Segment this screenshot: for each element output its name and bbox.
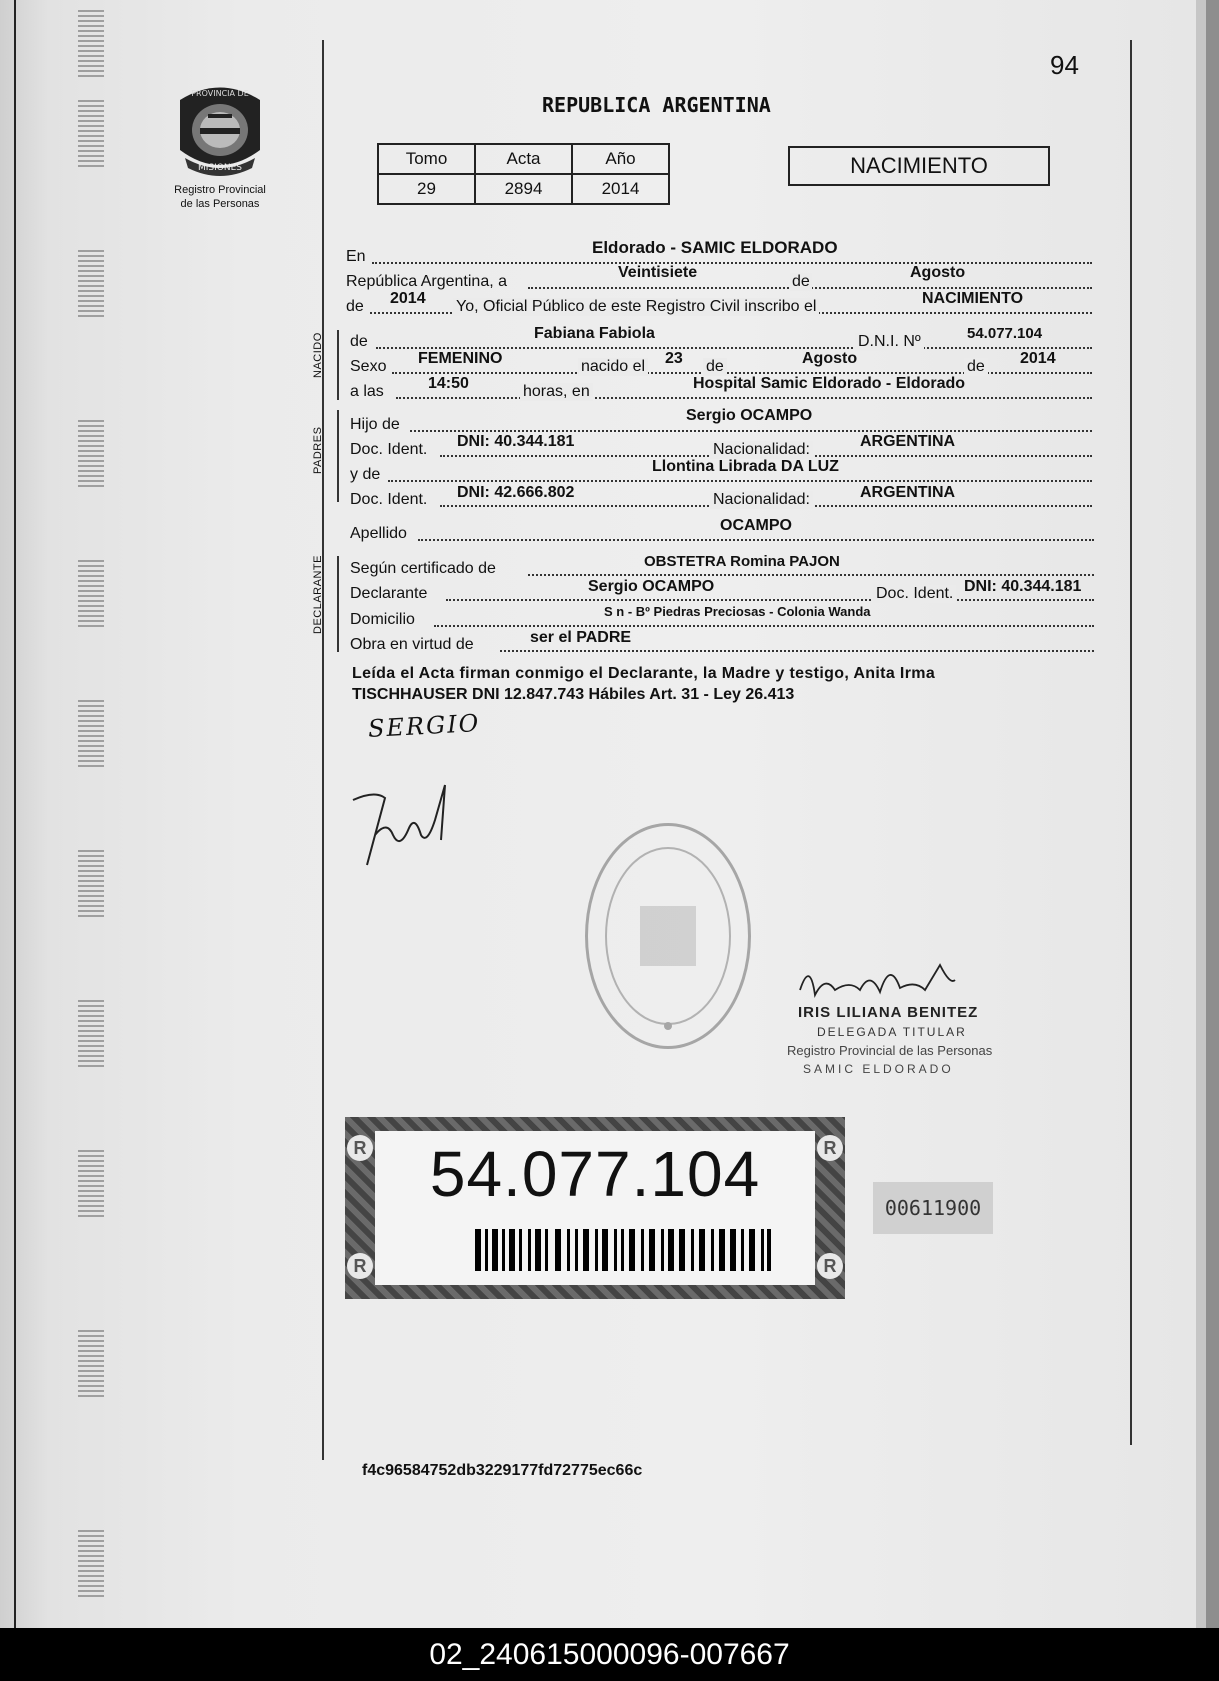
label-nacido-el: nacido el (578, 358, 648, 376)
label-yo: Yo, Oficial Público de este Registro Civil inscribo el (453, 298, 819, 316)
page-number: 94 (1050, 50, 1079, 80)
declarant-doc-value: DNI: 40.344.181 (964, 578, 1082, 595)
registry-line-2: de las Personas (180, 198, 260, 210)
label-y-de: y de (350, 466, 381, 483)
padres-bracket (337, 410, 339, 502)
label-a-las: a las (350, 383, 384, 400)
mother-doc-value: DNI: 42.666.802 (457, 484, 575, 501)
dni-value: 54.077.104 (967, 325, 1043, 342)
registered-mark-icon: R (347, 1135, 373, 1161)
declarant-value: Sergio OCAMPO (588, 578, 715, 595)
birth-year-value: 2014 (1020, 350, 1056, 367)
label-en: En (346, 248, 366, 265)
official-location: SAMIC ELDORADO (803, 1062, 954, 1076)
certificate-value: OBSTETRA Romina PAJON (644, 553, 840, 570)
label-horas-en: horas, en (520, 383, 593, 401)
closing-line-1: Leída el Acta firman conmigo el Declarante, la Madre y testigo, Anita Irma (352, 665, 936, 682)
year-value: 2014 (390, 290, 426, 307)
right-margin-line (1130, 40, 1132, 1445)
coat-of-arms-logo (170, 80, 270, 182)
registry-line-1: Registro Provincial (174, 184, 266, 196)
label-declarante: Declarante (350, 585, 428, 602)
place-value: Eldorado - SAMIC ELDORADO (592, 238, 838, 257)
record-table (377, 143, 670, 205)
declarante-bracket (337, 556, 339, 652)
time-value: 14:50 (428, 375, 469, 392)
value-ano: 2014 (572, 174, 669, 204)
sex-value: FEMENINO (418, 350, 503, 367)
value-acta: 2894 (475, 174, 572, 204)
label-doc-father: Doc. Ident. (350, 441, 428, 458)
dotted-line (388, 480, 1092, 482)
label-nat-mother: Nacionalidad: (710, 491, 813, 509)
label-nat-father: Nacionalidad: (710, 441, 813, 459)
father-value: Sergio OCAMPO (686, 407, 813, 424)
dotted-line (528, 574, 1094, 576)
label-apellido: Apellido (350, 525, 407, 542)
footer-id: 02_240615000096-007667 (0, 1628, 1219, 1681)
dotted-line (446, 599, 1094, 601)
label-domicilio: Domicilio (350, 611, 415, 628)
left-margin-line (322, 40, 324, 1460)
nacido-bracket (337, 330, 339, 400)
value-tomo: 29 (378, 174, 475, 204)
label-de-1: de (792, 273, 810, 290)
dotted-line (376, 347, 1092, 349)
month-value: Agosto (910, 264, 966, 281)
document-hash: f4c96584752db3229177fd72775ec66c (362, 1462, 643, 1479)
label-sexo: Sexo (350, 358, 387, 375)
header-acta: Acta (475, 144, 572, 174)
mother-value: Llontina Librada DA LUZ (652, 458, 839, 475)
father-nat-value: ARGENTINA (860, 433, 956, 450)
handwritten-name: SERGIO (367, 709, 482, 743)
dotted-line (372, 262, 1092, 264)
header-tomo: Tomo (378, 144, 475, 174)
by-virtue-value: ser el PADRE (530, 629, 632, 646)
label-de-birth-1: de (703, 358, 727, 376)
mother-nat-value: ARGENTINA (860, 484, 956, 501)
label-de-birth-2: de (964, 358, 988, 376)
inscribe-value: NACIMIENTO (922, 290, 1024, 307)
svg-text:PROVINCIA DE: PROVINCIA DE (191, 89, 249, 98)
registered-mark-icon: R (347, 1253, 373, 1279)
label-doc-mother: Doc. Ident. (350, 491, 428, 508)
dotted-line (500, 650, 1094, 652)
label-segun: Según certificado de (350, 560, 496, 577)
label-dni: D.N.I. Nº (855, 333, 924, 351)
address-value: S n - Bº Piedras Preciosas - Colonia Wanda (604, 604, 871, 619)
birth-month-value: Agosto (802, 350, 858, 367)
side-label-nacido: NACIDO (312, 332, 324, 378)
declarant-signature (345, 780, 475, 870)
header-ano: Año (572, 144, 669, 174)
child-name-value: Fabiana Fabiola (534, 325, 655, 342)
official-title: DELEGADA TITULAR (817, 1025, 967, 1039)
birthplace-value: Hospital Samic Eldorado - Eldorado (693, 375, 966, 392)
serial-number: 00611900 (873, 1182, 993, 1234)
father-doc-value: DNI: 40.344.181 (457, 433, 575, 450)
birth-day-value: 23 (665, 350, 683, 367)
barcode-sticker (345, 1117, 845, 1299)
record-type-box: NACIMIENTO (788, 146, 1050, 186)
label-hijo-de: Hijo de (350, 416, 400, 433)
svg-text:MISIONES: MISIONES (197, 163, 243, 173)
page-edge (14, 0, 16, 1628)
dotted-line (418, 539, 1094, 541)
barcode-bars (475, 1229, 771, 1271)
dotted-line (410, 430, 1092, 432)
closing-line-2: TISCHHAUSER DNI 12.847.743 Hábiles Art. 31 - Ley 26.413 (352, 686, 795, 703)
side-label-padres: PADRES (312, 426, 324, 474)
official-name: IRIS LILIANA BENITEZ (798, 1004, 979, 1021)
surname-value: OCAMPO (720, 517, 792, 534)
day-words-value: Veintisiete (618, 264, 698, 281)
label-de-child: de (350, 333, 368, 350)
label-doc-declarant: Doc. Ident. (873, 585, 956, 603)
registered-mark-icon: R (817, 1135, 843, 1161)
label-de-2: de (346, 298, 364, 315)
country-title: REPUBLICA ARGENTINA (542, 93, 771, 117)
binding-holes (60, 0, 130, 1628)
page-edge-right (1196, 0, 1206, 1628)
official-office: Registro Provincial de las Personas (787, 1043, 993, 1058)
dotted-line (434, 625, 1094, 627)
registered-mark-icon: R (817, 1253, 843, 1279)
barcode-number: 54.077.104 (429, 1138, 761, 1210)
official-seal (585, 823, 751, 1049)
dotted-line (396, 397, 1092, 399)
side-label-declarante: DECLARANTE (312, 555, 324, 634)
official-signature (790, 950, 970, 1010)
label-republica: República Argentina, a (346, 273, 507, 290)
label-obra: Obra en virtud de (350, 636, 474, 653)
